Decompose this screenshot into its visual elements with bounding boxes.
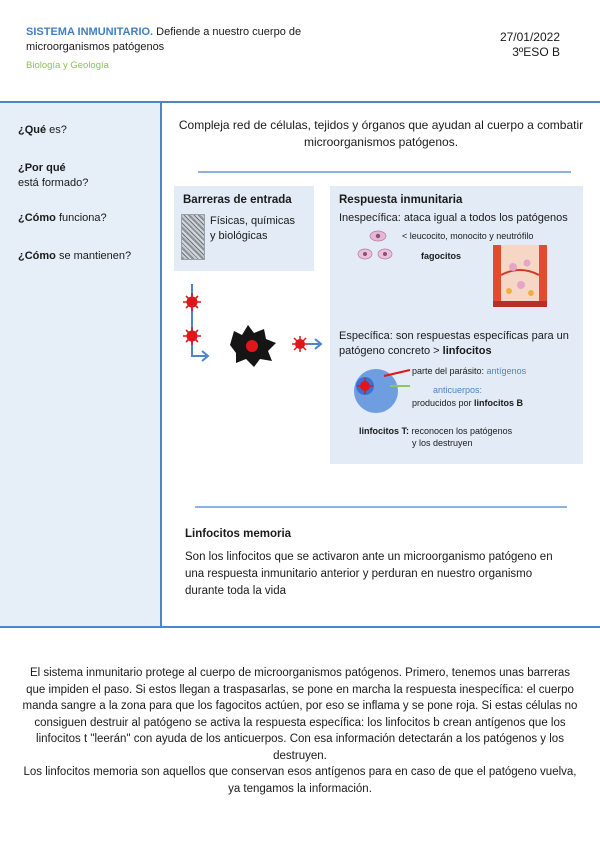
barriers-description: Físicas, químicas y biológicas bbox=[210, 215, 295, 242]
group-text: 3ºESO B bbox=[512, 45, 560, 59]
phagocytes-label: fagocitos bbox=[421, 251, 462, 261]
nonspecific-text: Inespecífica: ataca igual a todos los patógenos bbox=[339, 212, 568, 224]
subject-label: Biología y Geología bbox=[26, 60, 109, 71]
title-topic: SISTEMA INMUNITARIO. bbox=[26, 26, 154, 38]
t-lymphocyte-text: linfocitos T: reconocen los patógenos bbox=[359, 426, 513, 436]
barriers-title: Barreras de entrada bbox=[183, 194, 292, 206]
question-how-maintained: ¿Cómo se mantienen? bbox=[18, 250, 132, 262]
intro-separator bbox=[198, 171, 571, 173]
memory-title: Linfocitos memoria bbox=[185, 528, 292, 540]
inflammation-image bbox=[493, 245, 547, 307]
bottom-divider bbox=[0, 626, 600, 628]
antigen-text: parte del parásito: antígenos bbox=[412, 366, 527, 376]
title-description: Defiende a nuestro cuerpo de microorganismos patógenos bbox=[26, 26, 302, 53]
t-lymphocyte-text-cont: y los destruyen bbox=[412, 438, 473, 448]
memory-separator bbox=[195, 506, 567, 508]
top-divider bbox=[0, 101, 600, 103]
pathogen-icon bbox=[183, 293, 201, 311]
attack-arrow-icon bbox=[308, 339, 321, 349]
pathogen-icon bbox=[183, 327, 201, 345]
summary-paragraph: El sistema inmunitario protege al cuerpo de microorganismos patógenos. Primero, tenemos unas barreras que impiden el paso. Si estos llegan a traspasarlas, se pone en marcha la respuesta inespecífica: el cuerpo manda sangre a la zona para que los fagocitos actúen, por eso se inflama y se pone roja. Si estas células no consiguen destruir al patógeno se activa la respuesta específica: los linfocitos b crean antígenos que los linfocitos t "leerán" con ayuda de los anticuerpos. Con esa información detectarán a los patógenos y los destruyen. bbox=[22, 667, 578, 762]
skin-texture-image bbox=[181, 214, 205, 260]
date-text: 27/01/2022 bbox=[499, 30, 560, 44]
question-how-works: ¿Cómo funciona? bbox=[18, 212, 107, 224]
intro-definition: Compleja red de células, tejidos y órganos que ayudan al cuerpo a combatir microorganismos patógenos. bbox=[178, 118, 584, 149]
memory-text: Son los linfocitos que se activaron ante un microorganismo patógeno en una respuesta inmunitario anterior y perduran en nuestro organismo durante toda la vida bbox=[185, 551, 553, 597]
blocked-path-arrow bbox=[192, 284, 208, 361]
column-divider bbox=[160, 101, 162, 628]
response-title: Respuesta inmunitaria bbox=[339, 194, 463, 206]
antibody-producer-text: producidos por linfocitos B bbox=[412, 398, 524, 408]
question-what: ¿Qué es? bbox=[18, 124, 67, 136]
specific-text: Específica: son respuestas específicas para un patógeno concreto > linfocitos bbox=[339, 330, 569, 357]
antibody-label: anticuerpos: bbox=[433, 385, 483, 395]
summary-block bbox=[22, 665, 578, 797]
white-cells-icon bbox=[356, 227, 398, 267]
document-title bbox=[26, 25, 336, 55]
date-block bbox=[500, 30, 560, 60]
summary-paragraph: Los linfocitos memoria son aquellos que conservan esos antígenos para en caso de que el patógeno vuelva, ya tengamos la información. bbox=[23, 766, 577, 795]
phagocyte-attack-diagram bbox=[216, 317, 336, 373]
question-why: ¿Por qué está formado? bbox=[18, 162, 89, 189]
cell-types-text: < leucocito, monocito y neutrófilo bbox=[402, 231, 534, 241]
pathogen-icon bbox=[292, 336, 308, 352]
lymphocyte-diagram bbox=[350, 364, 416, 414]
